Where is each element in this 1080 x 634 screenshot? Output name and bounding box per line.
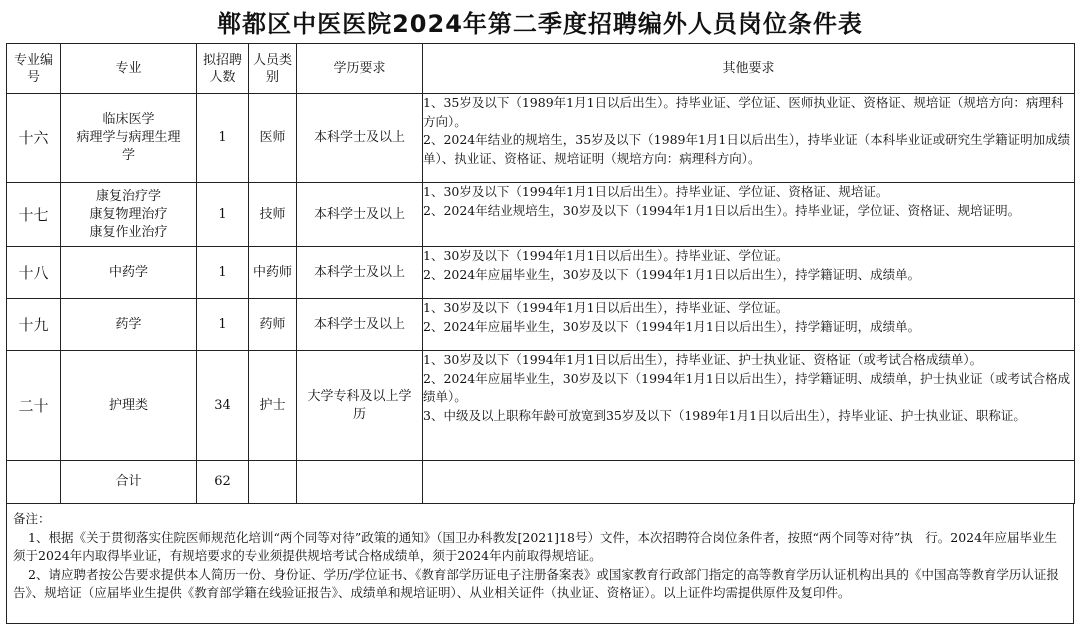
total-label: 合计 <box>61 461 197 504</box>
row-major: 药学 <box>61 299 197 351</box>
row-major: 护理类 <box>61 351 197 461</box>
requirement-item: 2、2024年结业的规培生，35岁及以下（1989年1月1日以后出生），持毕业证（本科毕业证或研究生学籍证明加成绩单）、执业证、资格证、规培证明（规培方向：病理科方向）。 <box>423 132 1071 166</box>
requirement-item: 1、30岁及以下（1994年1月1日以后出生）。持毕业证、学位证、资格证、规培证。 <box>423 184 889 199</box>
row-count: 1 <box>197 247 249 299</box>
requirement-item: 1、35岁及以下（1989年1月1日以后出生）。持毕业证、学位证、医师执业证、资格证、规培证（规培方向：病理科方向）。 <box>423 95 1064 129</box>
header-count: 拟招聘 人数 <box>197 44 249 94</box>
row-major: 中药学 <box>61 247 197 299</box>
header-major: 专业 <box>61 44 197 94</box>
row-requirements <box>423 247 1075 299</box>
table-row <box>7 247 1075 299</box>
position-table <box>6 43 1075 504</box>
header-other: 其他要求 <box>423 44 1075 94</box>
note-item: 1、根据《关于贯彻落实住院医师规范化培训“两个同等对待”政策的通知》（国卫办科教发[2021]18号）文件，本次招聘符合岗位条件者，按照“两个同等对待”执 行。2024年应届毕业生须于2024年内取得毕业证，有规培要求的专业须提供规培考试合格成绩单，须于2024年内前取得规培证。 <box>13 529 1058 564</box>
row-education: 本科学士及以上 <box>297 94 423 183</box>
row-major: 康复治疗学 康复物理治疗 康复作业治疗 <box>61 183 197 247</box>
row-major: 临床医学 病理学与病理生理 学 <box>61 94 197 183</box>
row-education: 本科学士及以上 <box>297 247 423 299</box>
header-type: 人员类 别 <box>249 44 297 94</box>
header-education: 学历要求 <box>297 44 423 94</box>
page-title: 郸都区中医医院2024年第二季度招聘编外人员岗位条件表 <box>217 10 863 38</box>
row-code: 十七 <box>7 183 61 247</box>
row-requirements <box>423 299 1075 351</box>
requirement-item: 1、30岁及以下（1994年1月1日以后出生），持毕业证、学位证。 <box>423 300 789 315</box>
row-count: 1 <box>197 183 249 247</box>
row-education: 本科学士及以上 <box>297 299 423 351</box>
row-type: 技师 <box>249 183 297 247</box>
header-code: 专业编 号 <box>7 44 61 94</box>
row-code: 十九 <box>7 299 61 351</box>
requirement-item: 1、30岁及以下（1994年1月1日以后出生），持毕业证、护士执业证、资格证（或考试合格成绩单）。 <box>423 352 983 367</box>
table-row <box>7 351 1075 461</box>
requirement-item: 2、2024年结业规培生，30岁及以下（1994年1月1日以后出生）。持毕业证，学位证、资格证、规培证明。 <box>423 202 1021 218</box>
row-count: 1 <box>197 94 249 183</box>
row-type: 医师 <box>249 94 297 183</box>
row-type: 中药师 <box>249 247 297 299</box>
requirement-item: 2、2024年应届毕业生，30岁及以下（1994年1月1日以后出生），持学籍证明，成绩单。 <box>423 318 921 334</box>
row-count: 1 <box>197 299 249 351</box>
note-item: 2、请应聘者按公告要求提供本人简历一份、身份证、学历/学位证书、《教育部学历证电子注册备案表》或国家教育行政部门指定的高等教育学历认证机构出具的《中国高等教育学历认证报告》、规培证（应届毕业生提供《教育部学籍在线验证报告》、成绩单和规培证明）、从业相关证件（执业证、资格证）。以上证件均需提供原件及复印件。 <box>13 566 1059 601</box>
requirement-item: 2、2024年应届毕业生，30岁及以下（1994年1月1日以后出生），持学籍证明、成绩单。 <box>423 266 921 282</box>
notes-heading: 备注： <box>13 511 51 526</box>
row-code: 二十 <box>7 351 61 461</box>
row-education: 本科学士及以上 <box>297 183 423 247</box>
table-row <box>7 183 1075 247</box>
header-row <box>7 44 1075 94</box>
table-row <box>7 299 1075 351</box>
row-code: 十八 <box>7 247 61 299</box>
row-type: 护士 <box>249 351 297 461</box>
row-code: 十六 <box>7 94 61 183</box>
requirement-item: 3、中级及以上职称年龄可放宽到35岁及以下（1989年1月1日以后出生），持毕业证、护士执业证、职称证。 <box>423 407 1026 423</box>
notes-section <box>6 504 1074 624</box>
total-row <box>7 461 1075 504</box>
requirement-item: 2、2024年应届毕业生，30岁及以下（1994年1月1日以后出生），持学籍证明、成绩单，护士执业证（或考试合格成绩单）。 <box>423 370 1071 404</box>
row-requirements <box>423 183 1075 247</box>
row-requirements <box>423 94 1075 183</box>
total-count: 62 <box>197 461 249 504</box>
requirement-item: 1、30岁及以下（1994年1月1日以后出生）。持毕业证、学位证。 <box>423 248 789 263</box>
row-education: 大学专科及以上学 历 <box>297 351 423 461</box>
table-row <box>7 94 1075 183</box>
row-requirements <box>423 351 1075 461</box>
row-type: 药师 <box>249 299 297 351</box>
row-count: 34 <box>197 351 249 461</box>
